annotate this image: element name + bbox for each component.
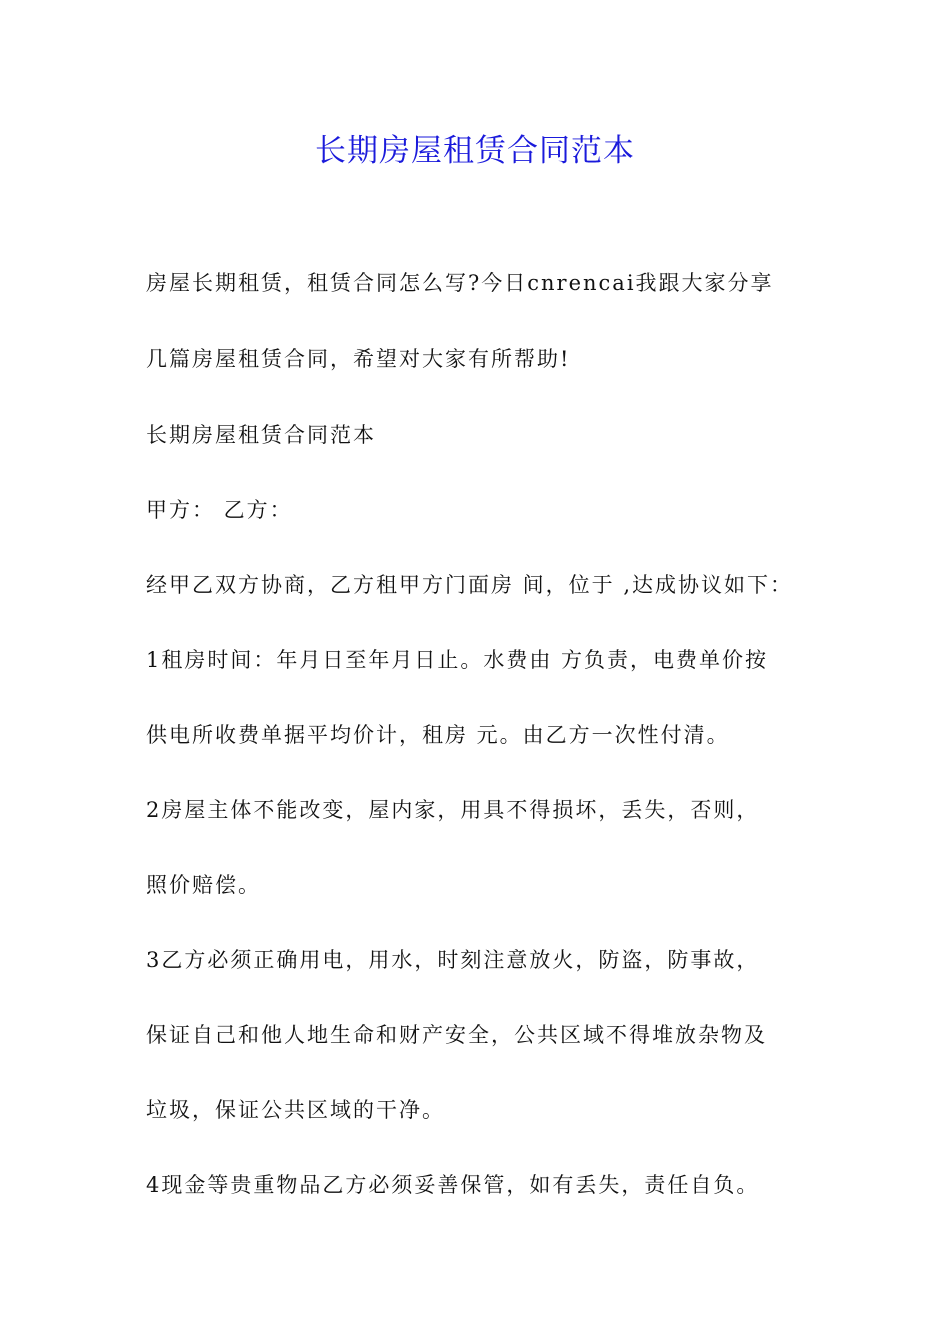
- party-line: 甲方： 乙方：: [146, 498, 293, 522]
- clause-1-line: 供电所收费单据平均价计，租房 元。由乙方一次性付清。: [146, 723, 730, 747]
- paragraph-line: 几篇房屋租赁合同，希望对大家有所帮助!: [146, 347, 571, 371]
- clause-4-line: 4现金等贵重物品乙方必须妥善保管，如有丢失，责任自负。: [146, 1173, 760, 1197]
- clause-3-line: 垃圾，保证公共区域的干净。: [146, 1098, 445, 1122]
- section-heading: 长期房屋租赁合同范本: [146, 423, 376, 447]
- clause-2-line: 2房屋主体不能改变，屋内家，用具不得损坏，丢失，否则，: [146, 798, 760, 822]
- document-title: 长期房屋租赁合同范本: [315, 133, 635, 169]
- clause-3-line: 3乙方必须正确用电，用水，时刻注意放火，防盗，防事故，: [146, 948, 760, 972]
- clause-3-line: 保证自己和他人地生命和财产安全，公共区域不得堆放杂物及: [146, 1023, 767, 1047]
- paragraph-line: 房屋长期租赁，租赁合同怎么写?今日cnrencai我跟大家分享: [146, 271, 774, 295]
- clause-2-line: 照价赔偿。: [146, 873, 261, 897]
- clause-1-line: 1租房时间：年月日至年月日止。水费由 方负责，电费单价按: [146, 648, 769, 672]
- paragraph-line: 经甲乙双方协商，乙方租甲方门面房 间，位于 ,达成协议如下：: [146, 573, 794, 597]
